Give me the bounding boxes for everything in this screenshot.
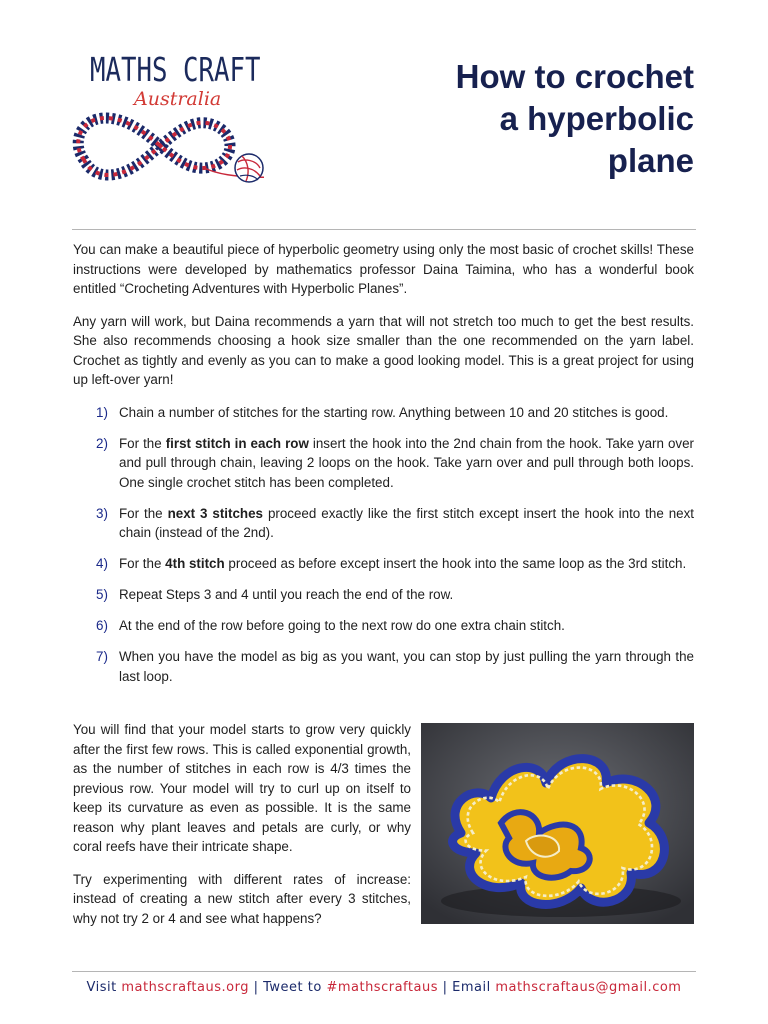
footer-website-link[interactable]: mathscraftaus.org — [121, 980, 249, 995]
yarn-ball-icon — [235, 154, 263, 182]
main-content — [73, 240, 694, 698]
footer-email-label: | Email — [437, 980, 496, 995]
step-number: 2) — [96, 435, 108, 451]
intro-paragraph-2: Any yarn will work, but Daina recommends a yarn that will not stretch too much to get the best results. She also recommends choosing a hook size smaller than the one recommended on the yarn label. Crochet as tightly and evenly as you can to make a good looking model. This is a great project for using up left-over yarn! — [73, 313, 694, 387]
step-text: For the — [119, 435, 166, 451]
instruction-steps — [73, 403, 694, 687]
experiment-paragraph: Try experimenting with different rates of increase: instead of creating a new stitch after every 3 stitches, why not try 2 or 4 and see what happens? — [73, 871, 411, 926]
step-number: 7) — [96, 649, 108, 664]
footer — [0, 980, 768, 995]
step-text-continued: proceed exactly like the first stitch except insert the hook into the next chain (instead of the 2nd). — [119, 505, 695, 540]
step-item — [73, 504, 694, 543]
step-text: Repeat Steps 3 and 4 until you reach the end of the row. — [119, 587, 454, 602]
step-number: 4) — [96, 556, 108, 571]
title-line-3: plane — [607, 142, 694, 179]
header-divider — [72, 229, 696, 230]
footer-email-link[interactable]: mathscraftaus@gmail.com — [495, 980, 682, 995]
step-text: For the — [119, 556, 166, 571]
step-item — [73, 616, 694, 636]
page-title — [334, 56, 694, 182]
step-emphasis: next 3 stitches — [167, 505, 264, 521]
step-number: 5) — [96, 587, 108, 602]
step-number: 3) — [96, 505, 108, 521]
title-line-1: How to crochet — [455, 58, 694, 95]
intro-paragraph-1: You can make a beautiful piece of hyperbolic geometry using only the most basic of crochet skills! These instructions were developed by mathematics professor Daina Taimina, who has a wonderful book entitled “Crocheting Adventures with Hyperbolic Planes”. — [73, 242, 694, 296]
logo-title: MATHS CRAFT — [90, 50, 261, 89]
footer-visit-label: Visit — [86, 980, 122, 995]
step-text: Chain a number of stitches for the starting row. Anything between 10 and 20 stitches is good. — [119, 404, 669, 420]
step-text: At the end of the row before going to the next row do one extra chain stitch. — [119, 618, 565, 633]
footer-hashtag-link[interactable]: #mathscraftaus — [326, 980, 438, 995]
step-text-continued: insert the hook into the 2nd chain from the hook. Take yarn over and pull through chain, leaving 2 loops on the hook. Take yarn over and pull through both loops. One single crochet stitch has been completed. — [119, 435, 694, 490]
step-emphasis: 4th stitch — [165, 556, 225, 571]
footer-divider — [72, 971, 696, 972]
step-item — [73, 585, 694, 605]
maths-craft-logo — [64, 40, 264, 200]
step-text: When you have the model as big as you want, you can stop by just pulling the yarn through the last loop. — [119, 649, 694, 684]
step-emphasis: first stitch in each row — [165, 435, 309, 451]
step-number: 1) — [96, 404, 108, 420]
growth-paragraph: You will find that your model starts to grow very quickly after the first few rows. This is called exponential growth, as the number of stitches in each row is 4/3 times the previous row. Your model will try to curl up on itself to keep its curvature as even as possible. It is the same reason why plant leaves and petals are curly, or why coral reefs have their intricate shape. — [73, 722, 411, 854]
page-header — [0, 0, 768, 230]
step-text: For the — [119, 505, 168, 521]
lower-text — [73, 720, 411, 941]
step-text-continued: proceed as before except insert the hook into the same loop as the 3rd stitch. — [224, 556, 687, 571]
hyperbolic-crochet-photo — [421, 723, 694, 924]
step-number: 6) — [96, 618, 108, 633]
step-item — [73, 434, 694, 493]
logo-subtitle: Australia — [134, 88, 222, 110]
step-item — [73, 403, 694, 423]
step-item — [73, 554, 694, 574]
step-item — [73, 647, 694, 686]
title-line-2: a hyperbolic — [499, 100, 694, 137]
footer-tweet-label: | Tweet to — [248, 980, 327, 995]
